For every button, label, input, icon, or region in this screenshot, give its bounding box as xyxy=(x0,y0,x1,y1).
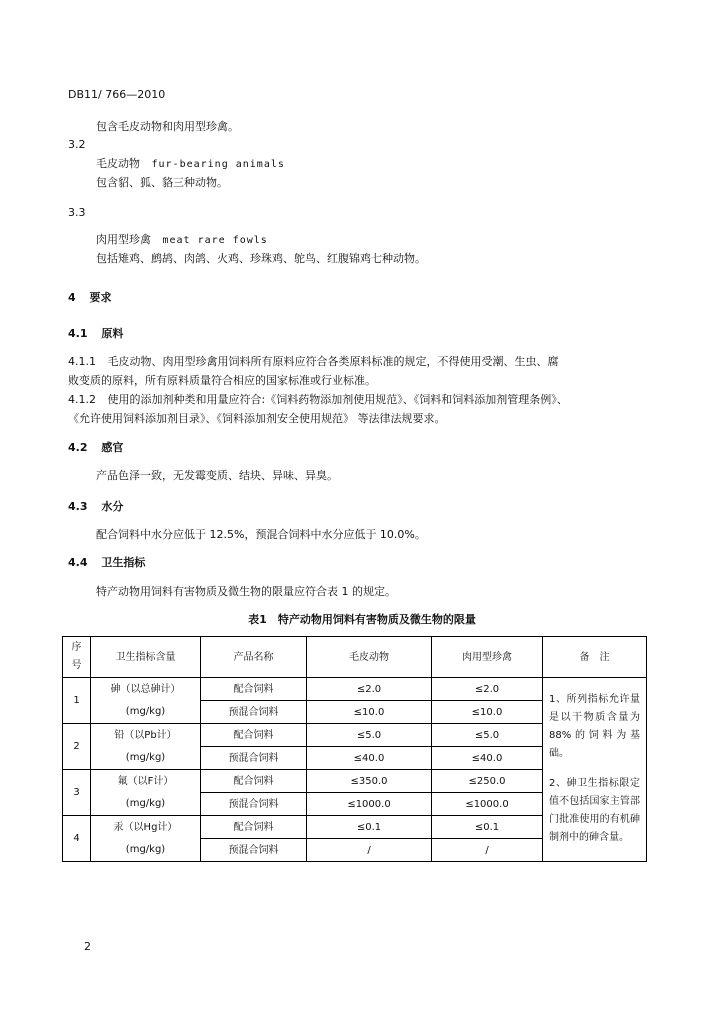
section-number: 4 xyxy=(68,291,76,304)
clause-number: 4.1.2 xyxy=(68,393,96,406)
clause-text: 毛皮动物、肉用型珍禽用饲料所有原料应符合各类原料标准的规定，不得使用受潮、生虫、腐 xyxy=(107,355,559,368)
section-3-1-description: 包含毛皮动物和肉用型珍禽。 xyxy=(96,120,239,133)
row-seq: 3 xyxy=(63,770,91,816)
section-3-3-term xyxy=(96,233,268,248)
table-row xyxy=(63,678,647,701)
clause-number: 4.1.1 xyxy=(68,355,96,368)
remark-notes xyxy=(543,678,647,862)
section-number: 4.1 xyxy=(68,327,88,340)
section-title: 卫生指标 xyxy=(101,556,146,569)
product-name: 配合饲料 xyxy=(201,770,307,793)
section-title: 水分 xyxy=(101,500,124,513)
row-indicator xyxy=(91,724,201,770)
indicator-name: 铅（以Pb计） xyxy=(114,729,177,741)
remark-note-2: 2、砷卫生指标限定值不包括国家主管部门批准使用的有机砷制剂中的砷含量。 xyxy=(549,778,640,843)
section-title: 感官 xyxy=(101,441,124,454)
fowl-value: ≤5.0 xyxy=(432,724,543,747)
fur-value: ≤350.0 xyxy=(307,770,432,793)
section-3-2-term xyxy=(96,157,285,172)
fur-value: ≤1000.0 xyxy=(307,793,432,816)
section-3-2-number: 3.2 xyxy=(68,138,86,151)
product-name: 配合饲料 xyxy=(201,678,307,701)
row-indicator xyxy=(91,816,201,862)
indicator-unit: (mg/kg) xyxy=(125,751,166,763)
product-name: 配合饲料 xyxy=(201,816,307,839)
section-4-1-heading xyxy=(68,327,123,341)
section-4-4-heading xyxy=(68,556,145,570)
clause-4-1-2-line-1 xyxy=(68,393,568,407)
section-title: 原料 xyxy=(101,327,124,340)
header-product: 产品名称 xyxy=(201,637,307,678)
indicator-unit: (mg/kg) xyxy=(125,843,166,855)
table-header-row xyxy=(63,637,647,678)
fur-value: ≤0.1 xyxy=(307,816,432,839)
page-number: 2 xyxy=(84,940,91,953)
indicator-name: 汞（以Hg计） xyxy=(113,821,178,833)
section-4-4-text: 特产动物用饲料有害物质及微生物的限量应符合表 1 的规定。 xyxy=(96,585,396,598)
fowl-value: ≤40.0 xyxy=(432,747,543,770)
row-seq: 2 xyxy=(63,724,91,770)
header-fur-animals: 毛皮动物 xyxy=(307,637,432,678)
product-name: 配合饲料 xyxy=(201,724,307,747)
product-name: 预混合饲料 xyxy=(201,839,307,862)
clause-text: 使用的添加剂种类和用量应符合:《饲料药物添加剂使用规范》、《饲料和饲料添加剂管理条例》、 xyxy=(107,393,568,406)
fowl-value: ≤250.0 xyxy=(432,770,543,793)
fur-value: / xyxy=(307,839,432,862)
indicator-unit: (mg/kg) xyxy=(125,705,166,717)
header-seq: 序号 xyxy=(63,637,91,678)
section-number: 4.2 xyxy=(68,441,88,454)
fur-value: ≤2.0 xyxy=(307,678,432,701)
section-number: 4.3 xyxy=(68,500,88,513)
header-meat-fowls: 肉用型珍禽 xyxy=(432,637,543,678)
term-zh: 肉用型珍禽 xyxy=(96,233,151,246)
section-4-heading xyxy=(68,291,112,305)
indicator-name: 氟（以F计） xyxy=(117,775,174,787)
fowl-value: ≤0.1 xyxy=(432,816,543,839)
document-code: DB11/ 766—2010 xyxy=(68,88,166,101)
fur-value: ≤10.0 xyxy=(307,701,432,724)
term-en: fur-bearing animals xyxy=(151,159,285,170)
section-3-3-description: 包括雉鸡、鹧鸪、肉鸽、火鸡、珍珠鸡、鸵鸟、红腹锦鸡七种动物。 xyxy=(96,252,426,265)
section-title: 要求 xyxy=(89,291,112,304)
term-zh: 毛皮动物 xyxy=(96,157,140,170)
section-4-2-heading xyxy=(68,441,123,455)
fowl-value: ≤1000.0 xyxy=(432,793,543,816)
fur-value: ≤40.0 xyxy=(307,747,432,770)
fowl-value: ≤10.0 xyxy=(432,701,543,724)
section-4-3-heading xyxy=(68,500,123,514)
clause-4-1-2-line-2: 《允许使用饲料添加剂目录》、《饲料添加剂安全使用规范》 等法律法规要求。 xyxy=(68,412,446,425)
remark-note-1: 1、所列指标允许量是以干物质含量为88%的饲料为基础。 xyxy=(549,694,640,759)
product-name: 预混合饲料 xyxy=(201,793,307,816)
indicator-name: 砷（以总砷计） xyxy=(110,683,181,695)
fur-value: ≤5.0 xyxy=(307,724,432,747)
limits-table xyxy=(62,636,647,862)
header-indicator: 卫生指标含量 xyxy=(91,637,201,678)
section-number: 4.4 xyxy=(68,556,88,569)
row-seq: 4 xyxy=(63,816,91,862)
table-caption: 表1 特产动物用饲料有害物质及微生物的限量 xyxy=(248,613,476,626)
fowl-value: / xyxy=(432,839,543,862)
product-name: 预混合饲料 xyxy=(201,747,307,770)
row-indicator xyxy=(91,678,201,724)
clause-4-1-1-line-1 xyxy=(68,355,559,369)
section-4-3-text: 配合饲料中水分应低于 12.5%，预混合饲料中水分应低于 10.0%。 xyxy=(96,528,426,541)
product-name: 预混合饲料 xyxy=(201,701,307,724)
header-remark: 备 注 xyxy=(543,637,647,678)
section-3-3-number: 3.3 xyxy=(68,206,86,219)
fowl-value: ≤2.0 xyxy=(432,678,543,701)
indicator-unit: (mg/kg) xyxy=(125,797,166,809)
row-seq: 1 xyxy=(63,678,91,724)
section-4-2-text: 产品色泽一致，无发霉变质、结块、异味、异臭。 xyxy=(96,469,338,482)
term-en: meat rare fowls xyxy=(162,235,268,246)
clause-4-1-1-line-2: 败变质的原料，所有原料质量符合相应的国家标准或行业标准。 xyxy=(68,374,376,387)
section-3-2-description: 包含貂、狐、貉三种动物。 xyxy=(96,176,228,189)
row-indicator xyxy=(91,770,201,816)
